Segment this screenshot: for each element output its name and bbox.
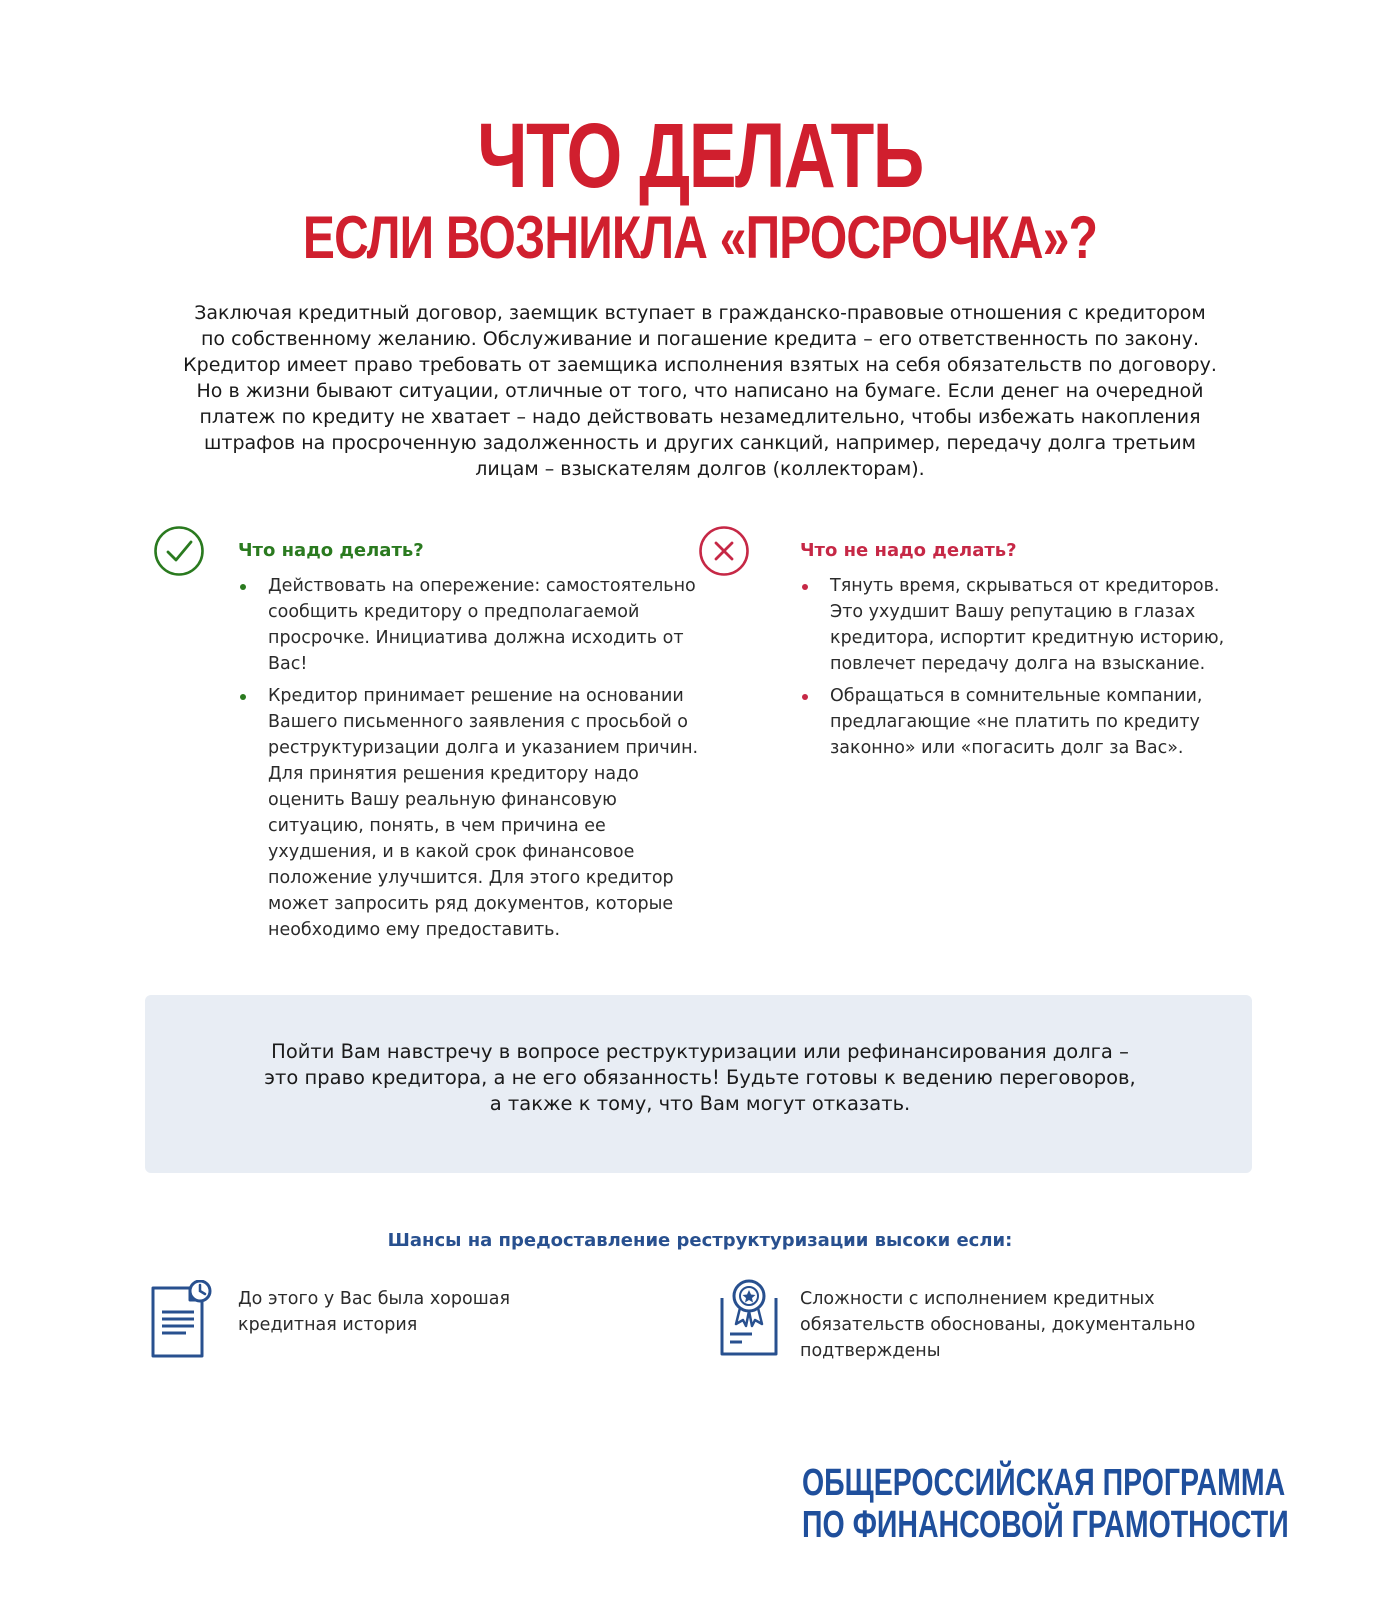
program-brand (652, 1462, 1289, 1546)
brand-line: ПО ФИНАНСОВОЙ ГРАМОТНОСТИ (802, 1504, 1289, 1546)
bullet (802, 584, 808, 590)
notice-line: это право кредитора, а не его обязанность! Будьте готовы к ведению переговоров, (264, 1066, 1136, 1089)
check-circle-icon (153, 525, 205, 577)
document-clock-icon (150, 1280, 214, 1360)
intro-line: платеж по кредиту не хватает – надо действовать незамедлительно, чтобы избежать накопления (199, 406, 1201, 428)
do-list (238, 573, 718, 943)
dont-list (800, 573, 1240, 761)
page-title: ЧТО ДЕЛАТЬ (477, 105, 923, 207)
intro-line: Заключая кредитный договор, заемщик вступает в гражданско-правовые отношения с кредитором (194, 302, 1206, 324)
do-heading: Что надо делать? (238, 540, 424, 561)
list-item (238, 683, 718, 943)
cross-circle-icon (698, 525, 750, 577)
bullet (240, 694, 246, 700)
dont-heading: Что не надо делать? (800, 540, 1017, 561)
intro-line: по собственному желанию. Обслуживание и погашение кредита – его ответственность по закону. (201, 328, 1199, 350)
list-item-text: Тянуть время, скрываться от кредиторов. Это ухудшит Вашу репутацию в глазах кредитора, испортит кредитную историю, повлечет передачу долга на взыскание. (830, 576, 1225, 674)
intro-paragraph (160, 300, 1240, 482)
bullet (802, 694, 808, 700)
list-item-text: Кредитор принимает решение на основании Вашего письменного заявления с просьбой о реструктуризации долга и указанием причин. Для принятия решения кредитору надо оценить Вашу реальную финансовую ситуацию, понять, в чем причина ее ухудшения, и в какой срок финансовое положение улучшится. Для этого кредитор может запросить ряд документов, которые необходимо ему предоставить. (268, 686, 699, 940)
notice-line: а также к тому, что Вам могут отказать. (489, 1092, 911, 1115)
bullet (240, 584, 246, 590)
do-section (238, 540, 718, 949)
condition-text: Сложности с исполнением кредитных обязательств обоснованы, документально подтверждены (800, 1289, 1196, 1361)
list-item (800, 683, 1240, 761)
intro-line: лицам – взыскателям долгов (коллекторам). (475, 458, 925, 480)
dont-section (800, 540, 1240, 767)
intro-line: Кредитор имеет право требовать от заемщика исполнения взятых на себя обязательств по договору. (183, 354, 1217, 376)
list-item (238, 573, 718, 677)
notice-line: Пойти Вам навстречу в вопросе реструктуризации или рефинансирования долга – (271, 1040, 1129, 1063)
intro-line: штрафов на просроченную задолженность и других санкций, например, передачу долга третьим (203, 432, 1196, 454)
notice-text (180, 1039, 1220, 1117)
certificate-badge-icon (718, 1276, 782, 1356)
list-item (800, 573, 1240, 677)
chances-title: Шансы на предоставление реструктуризации высоки если: (387, 1230, 1013, 1251)
intro-line: Но в жизни бывают ситуации, отличные от того, что написано на бумаге. Если денег на очередной (196, 380, 1204, 402)
page-subtitle: ЕСЛИ ВОЗНИКЛА «ПРОСРОЧКА»? (302, 204, 1098, 271)
brand-line: ОБЩЕРОССИЙСКАЯ ПРОГРАММА (802, 1462, 1286, 1504)
list-item-text: Обращаться в сомнительные компании, предлагающие «не платить по кредиту законно» или «погасить долг за Вас». (830, 686, 1203, 758)
condition-text: До этого у Вас была хорошая кредитная история (238, 1289, 510, 1335)
list-item-text: Действовать на опережение: самостоятельно сообщить кредитору о предполагаемой просрочке. Инициатива должна исходить от Вас! (268, 576, 696, 674)
